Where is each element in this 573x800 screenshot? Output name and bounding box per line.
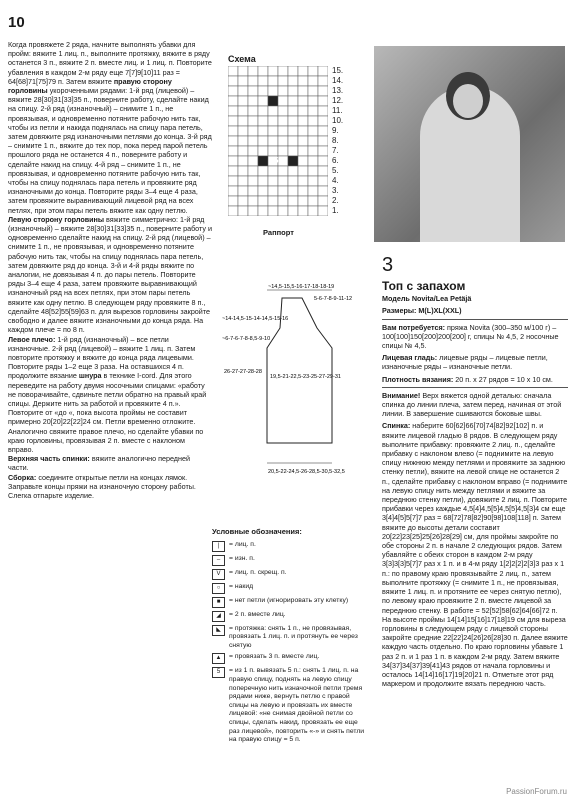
chart-cell <box>288 156 298 166</box>
knitting-chart-grid <box>228 66 328 216</box>
chart-cell <box>228 146 238 156</box>
row-number: 4. <box>332 176 339 185</box>
chart-cell <box>248 86 258 96</box>
chart-cell <box>248 126 258 136</box>
divider <box>382 319 568 320</box>
chart-cell <box>308 176 318 186</box>
chart-cell <box>318 116 328 126</box>
chart-cell <box>238 206 248 216</box>
chart-cell <box>288 106 298 116</box>
project-number: 3 <box>382 254 394 276</box>
chart-cell <box>278 196 288 206</box>
side-label: ~6-7-6-7-8-8,5-9-10 <box>222 336 271 342</box>
chart-cell <box>318 166 328 176</box>
chart-cell <box>298 166 308 176</box>
chart-cell <box>248 156 258 166</box>
chart-cell <box>278 106 288 116</box>
legend-symbol: ▲ <box>212 653 225 664</box>
chart-cell <box>308 136 318 146</box>
row-number: 1. <box>332 206 339 215</box>
paragraph: Левую сторону горловины вяжите симметрично: 1-й ряд (изнаночный) – вяжите 28[30]31[33]35 п., поверните работу и одновременно сделайте накид на спицу. 2-й ряд (лицевой) – снимите 1 п., не провязывая, и одновременно потяните рабочую нить так, чтобы на спицу поднялась пара петель, затем довяжите ряд до конца. 3-й и 4-й ряды вяжите по аналогии, не довязывая 4 п. до пары петель. Повторите ряды 3–4 еще 4 раза, затем провяжите выравнивающий изнаночный ряд на всех петлях, при этом пары петель вяжите как одну петлю. В следующем ряду провяжите 8 п., сделайте 48[52]55[59]63 п. для вырезов горловины закройте свободно и далее вяжите изнаночными до конца ряда. На каждом плече = по 8 п. <box>8 214 212 335</box>
chart-cell <box>238 76 248 86</box>
legend-item <box>212 555 370 566</box>
chart-cell <box>268 76 278 86</box>
legend-item <box>212 611 370 622</box>
row-number: 8. <box>332 136 339 145</box>
chart-cell <box>308 96 318 106</box>
chart-cell <box>238 196 248 206</box>
chart-cell <box>308 116 318 126</box>
chart-cell <box>228 136 238 146</box>
legend-symbol: ◢ <box>212 611 225 622</box>
chart-cell <box>298 156 308 166</box>
row-number: 10. <box>332 116 344 125</box>
bottom-width-label: 20,5-22-24,5-26-28,5-30,5-32,5 <box>268 469 345 475</box>
chart-cell <box>248 146 258 156</box>
chart-cell <box>248 196 258 206</box>
chart-cell <box>298 106 308 116</box>
chart-cell <box>318 206 328 216</box>
chart-cell <box>278 66 288 76</box>
chart-cell <box>268 116 278 126</box>
chart-cell <box>268 86 278 96</box>
chart-cell <box>258 96 268 106</box>
chart-cell <box>308 146 318 156</box>
chart-cell <box>298 116 308 126</box>
chart-cell <box>298 196 308 206</box>
chart-cell <box>278 126 288 136</box>
chart-cell <box>228 106 238 116</box>
row-number: 9. <box>332 126 339 135</box>
chart-cell <box>258 206 268 216</box>
chart-cell <box>268 136 278 146</box>
legend-text: = 2 п. вместе лиц. <box>229 610 286 618</box>
chart-cell <box>308 76 318 86</box>
chart-cell <box>228 176 238 186</box>
legend-symbol: ◣ <box>212 625 225 636</box>
chart-cell <box>288 116 298 126</box>
legend-symbol: V <box>212 569 225 580</box>
divider <box>382 387 568 388</box>
chart-cell <box>298 76 308 86</box>
instructions-left-column <box>8 40 212 500</box>
chart-cell <box>238 116 248 126</box>
legend-item <box>212 625 370 651</box>
legend-text: = накид <box>229 582 254 590</box>
chart-cell <box>308 196 318 206</box>
gauge: Плотность вязания: 20 п. х 27 рядов = 10 х 10 см. <box>382 374 553 384</box>
chart-cell <box>318 106 328 116</box>
chart-cell <box>308 186 318 196</box>
legend-item <box>212 597 370 608</box>
chart-cell <box>308 156 318 166</box>
chart-cell <box>308 206 318 216</box>
row-number: 12. <box>332 96 344 105</box>
chart-cell <box>248 116 258 126</box>
chart-cell <box>268 146 278 156</box>
chart-cell <box>248 176 258 186</box>
chart-cell <box>298 86 308 96</box>
page-number: 10 <box>8 14 25 31</box>
chart-cell <box>298 146 308 156</box>
chart-cell <box>278 166 288 176</box>
chart-cell <box>278 206 288 216</box>
chart-cell <box>288 186 298 196</box>
chart-cell <box>318 146 328 156</box>
chart-cell <box>308 126 318 136</box>
chart-cell <box>248 166 258 176</box>
side-label: 5-6-7-8-9-11-12 <box>314 296 353 302</box>
chart-cell <box>278 136 288 146</box>
model-photo <box>374 46 565 242</box>
chart-cell <box>228 116 238 126</box>
chart-cell <box>308 166 318 176</box>
chart-cell <box>238 166 248 176</box>
chart-cell <box>238 96 248 106</box>
row-number: 2. <box>332 196 339 205</box>
row-number: 13. <box>332 86 344 95</box>
legend-text: = изн. п. <box>229 554 255 562</box>
legend-symbol: 5 <box>212 667 225 678</box>
chart-cell <box>318 186 328 196</box>
chart-cell <box>298 176 308 186</box>
chart-cell <box>288 76 298 86</box>
chart-cell <box>288 206 298 216</box>
chart-cell <box>298 186 308 196</box>
chart-cell <box>288 96 298 106</box>
legend-text: = лиц. п. скрещ. п. <box>229 568 287 576</box>
chart-cell <box>238 136 248 146</box>
chart-cell <box>258 116 268 126</box>
chart-cell <box>288 166 298 176</box>
row-number: 3. <box>332 186 339 195</box>
project-title: Топ с запахом <box>382 279 466 293</box>
instructions-right-column <box>382 279 568 691</box>
chart-cell <box>268 126 278 136</box>
chart-cell <box>248 186 258 196</box>
chart-cell <box>288 86 298 96</box>
chart-cell <box>248 66 258 76</box>
scheme-title: Схема <box>228 54 256 64</box>
legend-text: = из 1 п. вывязать 5 п.: снять 1 лиц. п. на правую спицу, поднять на левую спицу поперечную нить изначочной петли тремя рядами ниже, вернуть петлю с правой спицы на левую и провязать их вместе лицевой: «не снимая двойной петли со спицы, сделать накид, провязать ее еще раз лицевой», повторить «-» и снять петли на правую спицу = 5 п. <box>229 667 365 744</box>
chart-cell <box>268 106 278 116</box>
legend-symbol: | <box>212 541 225 552</box>
chart-cell <box>318 96 328 106</box>
note: Внимание! Верх вяжется одной деталью: сначала спинка до линии плеча, затем перед, начиная от этой линии. В завершение сшиваются боковые швы. <box>382 390 562 419</box>
chart-cell <box>228 86 238 96</box>
chart-cell <box>228 186 238 196</box>
chart-cell <box>228 156 238 166</box>
chart-cell <box>288 66 298 76</box>
chart-cell <box>318 156 328 166</box>
legend-item <box>212 667 370 744</box>
chart-cell-number: 5 <box>274 156 279 165</box>
chart-cell <box>298 206 308 216</box>
paragraph: Левое плечо: 1-й ряд (изнаночный) – все петли изнаночные. 2-й ряд (лицевой) – вяжите 1 лиц. п. Затем повторите протяжку и вяжите до конца ряда лицевыми. Повторите ряды 1–2 еще 3 раза. На оставшихся 4 п. продолжите вязание шнура в технике I-cord. Для этого переведите на работу двумя носочными спицами: «работу не поворачивайте, сдвиньте петли обратно на правый край спицы. Держите нить за работой и провяжите 4 п.». Повторите от «до «, пока высота проймы не составит примерно 20[20]22[22]24 см. Петли временно отложите. Аналогично свяжите правое плечо, но сделайте убавки по краю горловины, провязывая 2 п. вместе с наклоном вправо. <box>8 334 207 454</box>
chart-cell <box>238 156 248 166</box>
chart-cell <box>268 166 278 176</box>
photo-face <box>453 84 483 118</box>
chart-cell <box>258 166 268 176</box>
row-number: 7. <box>332 146 339 155</box>
chart-cell <box>318 196 328 206</box>
chart-cell <box>308 66 318 76</box>
model-credit: Модель Novita/Lea Petäjä <box>382 294 472 304</box>
materials: Вам потребуется: пряжа Novita (300–350 м/100 г) – 100[100]150[200]200[200] г, спицы № 4,5, 2 носочные спицы № 4,5. <box>382 322 559 351</box>
sizes: Размеры: M(L)XL(XXL) <box>382 306 462 316</box>
chart-cell <box>288 146 298 156</box>
chart-cell <box>248 106 258 116</box>
chart-cell <box>268 186 278 196</box>
legend-symbol: – <box>212 555 225 566</box>
legend-item <box>212 653 370 664</box>
chart-cell <box>268 66 278 76</box>
chart-cell <box>258 76 268 86</box>
chart-cell <box>258 106 268 116</box>
legend <box>212 528 370 748</box>
chart-cell <box>258 136 268 146</box>
back-instructions: Спинка: наберите 60[62]66[70]74[82]92[102] п. и вяжите лицевой гладью 8 рядов. В следующем ряду выполните прибавку: провяжите 2 лиц. п., сделайте прибавку с наклоном влево (= поднимите на левую спицу нижнюю между петлями и провяжите за заднюю стенку петли), вяжите на левой спице не останется 2 п., сделайте прибавку с наклоном вправо (= поднимите на левую спицу нить между петлями и вяжите за переднюю стенку петли), довяжите 2 лиц. п. Повторите прибавки через каждые 4,5[4]4,5[5]4,5[5]4,5[3]4 см еще 3[4]4[5]5[7]7 раз = 68[72]78[82]90[98]108[118] п. Затем вяжите до высоты детали составит 20[22]23[25]25[26]28[29] см, для проймы закройте по обе стороны 2 п. в начале 2 следующих рядов. Затем убавляйте с обеих сторон в каждом 2-м ряду 3[3]3[3]5[7]7 раз х 1 п. и в 4-м ряду 1[2]2[2]2[3]3 раз х 1 п.: по правому краю провязывайте 2 лиц. п., затем выполните протяжку (= снимите 1 п., не провязывая, вяжите 1 лиц. п. и протяните ее через снятую петлю), по левому краю провяжите 2 п. вместе лицевой за переднюю стенку. В работе = 52[52]58[62]64[66]72 п. На высоте проймы 14[14]15[16]17[18]19 см для выреза горловины в следующем ряду с лицевой стороны закройте средние 22[22]24[26]26[28]30 п. Далее вяжите каждую часть отдельно. По краю горловины убавьте 1 раз 2 п. и 1 раз 1 п. в каждом 2-м ряду. Затем вяжите 34[37]34[37]39[41]43 рядов от начала горловины и осталось 14[14]16[17]19[20]21 п. Отметьте этот ряд маркером и продолжите вязать переднюю часть. <box>382 421 568 689</box>
row-number: 6. <box>332 156 339 165</box>
chart-cell <box>288 176 298 186</box>
legend-symbol: ○ <box>212 583 225 594</box>
chart-cell <box>228 196 238 206</box>
chart-cell <box>238 86 248 96</box>
chart-cell <box>278 96 288 106</box>
chart-cell <box>318 176 328 186</box>
chart-cell <box>258 126 268 136</box>
chart-cell <box>258 176 268 186</box>
watermark: PassionForum.ru <box>506 787 567 796</box>
top-width-label: ~14,5-15,5-16-17-18-18-19 <box>268 284 335 290</box>
chart-cell <box>278 156 288 166</box>
chart-cell <box>308 86 318 96</box>
chart-cell <box>298 126 308 136</box>
chart-cell <box>318 126 328 136</box>
legend-text: = протяжка: снять 1 п., не провязывая, провязать 1 лиц. п. и протянуть ее через снятую <box>229 624 358 649</box>
chart-cell <box>278 76 288 86</box>
chart-cell <box>318 86 328 96</box>
legend-symbol: ■ <box>212 597 225 608</box>
chart-cell <box>238 126 248 136</box>
chart-cell <box>278 146 288 156</box>
inner-width-label: 19,5-21-22,5-23-25-27-29-31 <box>270 374 341 380</box>
legend-title: Условные обозначения: <box>212 527 302 536</box>
row-number: 14. <box>332 76 344 85</box>
chart-cell <box>278 86 288 96</box>
paragraph: Сборка: соедините открытые петли на концах лямок. Заправьте концы пряжи на изнаночную сторону работы. Слегка отпарьте изделие. <box>8 472 196 500</box>
chart-cell <box>248 96 258 106</box>
legend-item <box>212 541 370 552</box>
row-number: 15. <box>332 66 344 75</box>
chart-cell <box>298 66 308 76</box>
chart-cell <box>228 76 238 86</box>
row-number: 5. <box>332 166 339 175</box>
neck-label: ~14-14,5-15-14-14,5-15-16 <box>222 316 289 322</box>
legend-text: = лиц. п. <box>229 540 256 548</box>
chart-cell <box>268 176 278 186</box>
stitch-pattern: Лицевая гладь: лицевые ряды – лицевые петли, изнаночные ряды – изнаночные петли. <box>382 353 548 372</box>
chart-cell <box>228 96 238 106</box>
chart-cell <box>238 176 248 186</box>
chart-cell <box>318 76 328 86</box>
row-number: 11. <box>332 106 343 115</box>
chart-cell <box>248 136 258 146</box>
chart-cell <box>238 66 248 76</box>
legend-item <box>212 569 370 580</box>
chart-cell <box>258 156 268 166</box>
chart-cell <box>318 66 328 76</box>
chart-cell <box>278 186 288 196</box>
chart-cell <box>268 206 278 216</box>
chart-cell <box>308 106 318 116</box>
rapport-label: Раппорт <box>263 228 294 237</box>
paragraph: Когда провяжете 2 ряда, начните выполнять убавки для пройм: вяжите 1 лиц. п., выполните протяжку, вяжите в ряду останется 3 п., вяжите 2 п. вместе лиц. и 1 лиц. п. Повторите убавления в каждом 2-м ряду еще 7[7]9[10]11 раз = 64[68]71[75]79 п. Затем вяжите правую сторону горловины укороченными рядами: 1-й ряд (лицевой) – вяжите 28[30]31[33]35 п., поверните работу, сделайте накид на спицу. 2-й ряд (изнаночный) – снимите 1 п., не провязывая, и одновременно потяните рабочую нить так, чтобы из петли и накида поднялась на спицу пара петель, затем довяжите ряд изнаночными петлями до конца. 3-й ряд – снимите 1 п., вяжите до тех пор, пока перед парой петель прошлого ряда не останется 4 п., поверните работу и сделайте накид на спицу. 4-й ряд – снимите 1 п., не провязывая, и одновременно потяните рабочую нить так, чтобы на спицу поднялась пара петель и провяжите ряд изнаночными до конца. Повторите ряды 3–4 еще 4 раза, затем провяжите выравнивающий лицевой ряд на всех петлях, при этом пары петель вяжите как одну петлю. <box>8 40 212 215</box>
chart-cell <box>258 86 268 96</box>
chart-cell <box>258 146 268 156</box>
chart-cell <box>238 106 248 116</box>
chart-cell <box>268 196 278 206</box>
chart-cell <box>238 186 248 196</box>
chart-cell <box>228 206 238 216</box>
chart-cell <box>298 96 308 106</box>
legend-item <box>212 583 370 594</box>
chart-cell <box>258 196 268 206</box>
chart-cell <box>288 136 298 146</box>
paragraph: Верхняя часть спинки: вяжите аналогично передней части. <box>8 454 190 473</box>
chart-cell <box>268 96 278 106</box>
chart-cell <box>228 66 238 76</box>
chart-cell <box>278 176 288 186</box>
chart-cell <box>318 136 328 146</box>
legend-text: = нет петли (игнорировать эту клетку) <box>229 596 349 604</box>
chart-cell <box>288 126 298 136</box>
height-label: 26-27-27-28-28 <box>224 369 262 375</box>
chart-cell <box>298 136 308 146</box>
row-numbers <box>332 66 343 216</box>
legend-text: = провязать 3 п. вместе лиц. <box>229 653 320 661</box>
garment-schematic <box>222 278 372 478</box>
chart-cell <box>288 196 298 206</box>
chart-cell <box>238 146 248 156</box>
chart-cell <box>258 186 268 196</box>
chart-cell <box>248 206 258 216</box>
chart-cell <box>248 76 258 86</box>
chart-cell <box>228 126 238 136</box>
chart-cell <box>258 66 268 76</box>
chart-cell <box>278 116 288 126</box>
chart-cell <box>228 166 238 176</box>
